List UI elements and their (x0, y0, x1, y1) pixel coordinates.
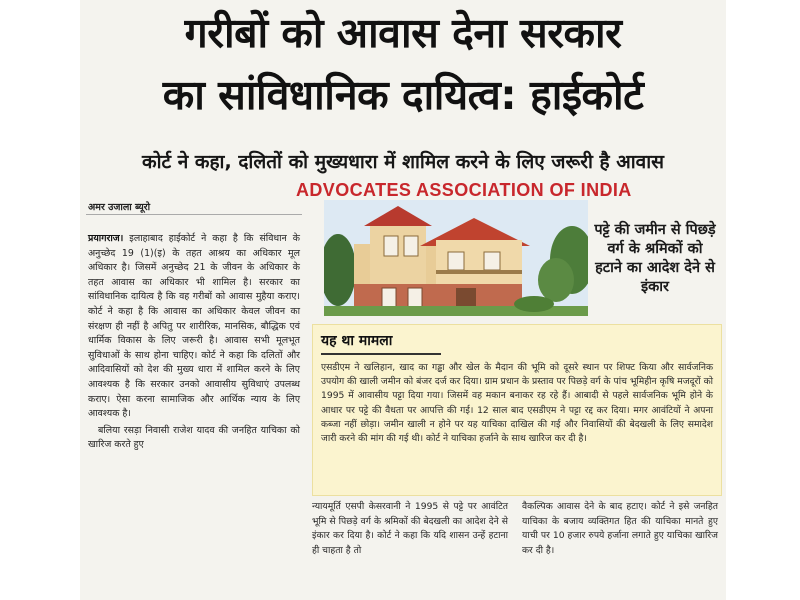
dateline: प्रयागराज। (88, 233, 124, 244)
paragraph-1-text: इलाहाबाद हाईकोर्ट ने कहा है कि संविधान के अनुच्छेद 19 (1)(इ) के तहत आश्रय का अधिकार मूल अधिकार है। जिसमें अनुच्छेद 21 के जीवन के अधिकार के तहत आवास का अधिकार भी शामिल है। सरकार का सांविधानिक दायित्व है कि वह गरीबों को आवास मुहैया कराए। कोर्ट ने कहा है कि आवास का अधिकार केवल जीवन का संरक्षण ही नहीं है अपितु पर शारीरिक, मानसिक, बौद्धिक एवं धार्मिक विकास के लिए जरूरी है। आवास सभी मूलभूत सुविधाओं के साथ होना चाहिए। कोर्ट ने कहा कि दलितों और आदिवासियों को देश की मुख्य धारा में शामिल करने के लिए आवश्यक है कि सरकार उनको आवासीय सुविधाएं उपलब्ध कराए। ऐसा करना सामाजिक और आर्थिक न्याय के लिए आवश्यक है। (88, 233, 300, 420)
house-photo (324, 200, 588, 316)
column-3-text: वैकल्पिक आवास देने के बाद हटाए। कोर्ट ने इसे जनहित याचिका के बजाय व्यक्तिगत हित की याचिका मानते हुए याची पर 10 हजार रुपये हर्जाना लगाते हुए याचिका खारिज कर दी है। (522, 501, 718, 556)
subheadline: कोर्ट ने कहा, दलितों को मुख्यधारा में शामिल करने के लिए जरूरी है आवास (142, 151, 664, 173)
paragraph-2: बलिया रसड़ा निवासी राजेश यादव की जनहित याचिका को खारिज करते हुए (88, 424, 300, 451)
article-column-1 (88, 232, 300, 453)
case-box-underline (321, 353, 441, 355)
newspaper-clipping (80, 0, 726, 600)
watermark: ADVOCATES ASSOCIATION OF INDIA (296, 180, 632, 200)
case-box-title: यह था मामला (321, 333, 393, 349)
case-background-box (312, 324, 722, 496)
highlight-box: पट्टे की जमीन से पिछड़े वर्ग के श्रमिकों को हटाने का आदेश देने से इंकार (594, 222, 716, 295)
byline: अमर उजाला ब्यूरो (88, 202, 151, 213)
byline-divider (86, 214, 302, 215)
article-column-2 (312, 500, 508, 558)
column-2-text: न्यायमूर्ति एसपी केसरवानी ने 1995 से पट्टे पर आवंटित भूमि से पिछड़े वर्ग के श्रमिकों की बेदखली का आदेश देने से इंकार कर दिया है। कोर्ट ने कहा कि यदि शासन उन्हें हटाना ही चाहता है तो (312, 501, 508, 556)
paragraph-1 (88, 232, 300, 422)
article-column-3 (522, 500, 718, 558)
headline-line-2: का सांविधानिक दायित्व: हाईकोर्ट (162, 71, 644, 119)
house-illustration (324, 200, 588, 316)
case-box-text: एसडीएम ने खलिहान, खाद का गड्ढा और खेल के मैदान की भूमि को दूसरे स्थान पर शिफ्ट किया और सार्वजनिक उपयोग की खाली जमीन को बंजर दर्ज कर दिया। ग्राम प्रधान के प्रस्ताव पर पिछड़े वर्ग के पांच भूमिहीन कृषि मजदूरों को 1995 में आवासीय पट्टा दिया गया। जिसमें वह मकान बनाकर रह रहे हैं। आबादी से पहले सार्वजनिक भूमि होने के आधार पर पट्टे की वैधता पर आपत्ति की गई। 12 साल बाद एसडीएम ने पट्टा रद्द कर दिया। मगर आवंटियों ने अपना कब्जा नहीं छोड़ा। जमीन खाली न होने पर यह याचिका दाखिल की गई और निवासियों की बेदखली के लिए समादेश जारी करने की मांग की गई थी। कोर्ट ने याचिका हर्जाने के साथ खारिज कर दी है। (321, 362, 713, 445)
headline-line-1: गरीबों को आवास देना सरकार (184, 9, 622, 57)
